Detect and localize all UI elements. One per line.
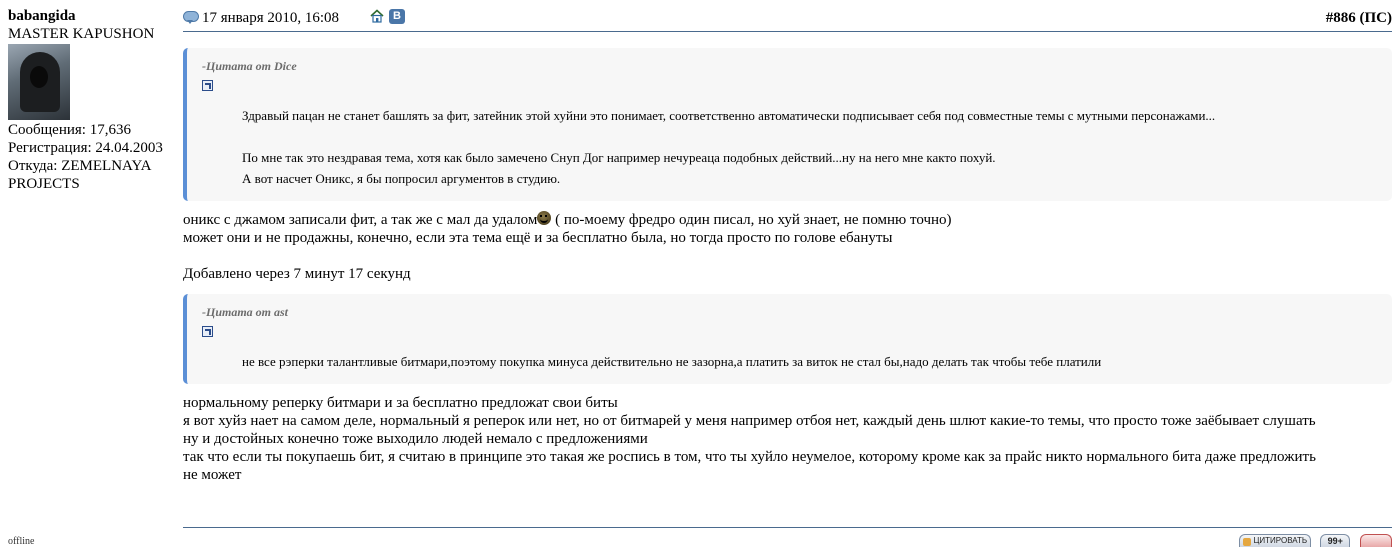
quote-link-icon[interactable]	[202, 80, 213, 91]
post-text-fragment: ( по-моему фредро один писал, но хуй знает, не помню точно)	[551, 212, 952, 228]
post-footer-divider	[183, 527, 1392, 528]
user-title: MASTER KAPUSHON	[8, 26, 155, 42]
avatar[interactable]	[8, 44, 70, 120]
quote-button[interactable]: ЦИТИРОВАТЬ	[1239, 534, 1311, 547]
post-body	[183, 48, 1392, 484]
post-text-part1	[183, 211, 1392, 283]
post-number-link[interactable]: #886	[1325, 10, 1356, 26]
quote-line: Здравый пацан не станет башлять за фит, затейник этой хуйни это понимает, соответственно автоматически подписывает себя под совместные темы с мутными персонажами...	[242, 108, 1216, 123]
smiley-icon	[537, 211, 551, 225]
post-line: может они и не продажны, конечно, если эта тема ещё и за бесплатно была, но тогда просто по голове ебануты	[183, 230, 893, 246]
post-line: я вот хуйз нает на самом деле, нормальный я реперок или нет, но от битмарей у меня например отбоя нет, каждый день шлют какие-то темы, что просто тоже заёбывает слушать	[183, 413, 1316, 429]
post-text-fragment: оникс с джамом записали фит, а так же с мал да удалом	[183, 212, 538, 228]
quote-text	[242, 351, 1382, 372]
quote-text	[242, 105, 1382, 189]
quote-author: -Цитата от Dice	[202, 59, 297, 73]
username[interactable]: babangida	[8, 8, 76, 24]
quote-line: А вот насчет Оникс, я бы попросил аргументов в студию.	[242, 171, 561, 186]
report-button[interactable]	[1360, 534, 1392, 547]
post-line: ну и достойных конечно тоже выходило людей немало с предложениями	[183, 431, 648, 447]
post-suffix: (ПС)	[1359, 10, 1392, 26]
post-number	[1326, 10, 1392, 27]
user-panel	[8, 7, 178, 193]
post-actions	[1233, 534, 1393, 547]
post-header	[183, 7, 1392, 32]
home-icon[interactable]	[370, 9, 384, 23]
quote-line: не все рэперки талантливые битмари,поэтому покупка минуса действительно не зазорна,а платить за виток не стал бы,надо делать так чтобы тебе платили	[242, 354, 1102, 369]
quote-author: -Цитата от ast	[202, 305, 289, 319]
added-later-note: Добавлено через 7 минут 17 секунд	[183, 266, 411, 282]
quote-line: По мне так это нездравая тема, хотя как было замечено Снуп Дог например нечуреаца подобных действий...ну на него мне както похуй.	[242, 150, 996, 165]
multi-quote-button[interactable]: 99+	[1320, 534, 1350, 547]
user-location: Откуда: ZEMELNAYA	[8, 158, 152, 174]
post-date: 17 января 2010, 16:08	[202, 10, 340, 26]
post-line	[183, 211, 1392, 229]
post-line: так что если ты покупаешь бит, я считаю в принципе это такая же роспись в том, что ты хуйло неумелое, которому кроме как за прайс никто нормального бита даже предложить	[183, 449, 1316, 465]
vk-icon[interactable]: В	[389, 9, 405, 24]
post-text-part2	[183, 394, 1392, 484]
quote-link-icon[interactable]	[202, 326, 213, 337]
user-location-cont: PROJECTS	[8, 176, 80, 192]
post-line: нормальному реперку битмари и за бесплатно предложат свои биты	[183, 395, 618, 411]
quote-block-ast	[183, 294, 1392, 384]
speech-bubble-icon	[183, 11, 199, 22]
quote-block-dice	[183, 48, 1392, 201]
avatar-face	[30, 66, 48, 88]
user-messages-count: Сообщения: 17,636	[8, 122, 131, 138]
user-status: offline	[8, 536, 35, 547]
post-line: не может	[183, 467, 242, 483]
user-registration-date: Регистрация: 24.04.2003	[8, 140, 163, 156]
